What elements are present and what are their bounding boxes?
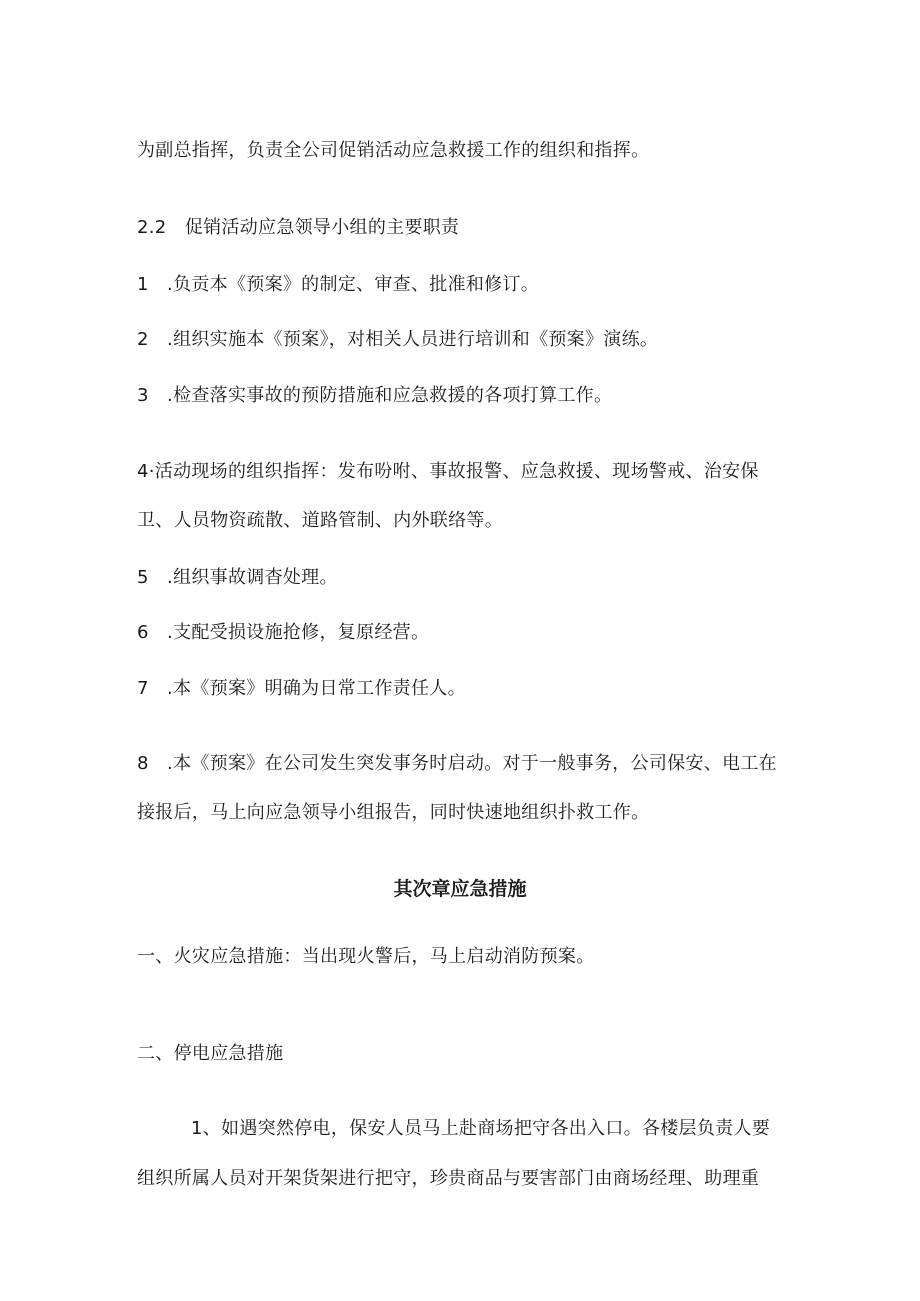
list-item: 5 .组织事故调杳处理。: [137, 567, 338, 588]
list-item: 7 .本《预案》明确为日常工作责任人。: [137, 678, 466, 699]
list-item-continued: 接报后，马上向应急领导小组报告，同时快速地组织扑救工作。: [137, 802, 650, 823]
section-item: 二、停电应急措施: [137, 1043, 284, 1064]
list-item: 3 .检查落实事故的预防措施和应急救援的各项打算工作。: [137, 385, 613, 406]
list-item: 6 .支配受损设施抢修，复原经营。: [137, 622, 430, 643]
list-item: 8 .本《预案》在公司发生突发事务时启动。对于一般事务，公司保安、电工在: [137, 753, 777, 774]
paragraph-line: 1、如遇突然停电，保安人员马上赴商场把守各出入口。各楼层负责人要: [191, 1118, 771, 1139]
list-item-continued: 卫、人员物资疏散、道路管制、内外联络等。: [137, 510, 503, 531]
list-item: 1 .负贡本《预案》的制定、审查、批准和修订。: [137, 274, 540, 295]
paragraph-line: 为副总指挥，负责全公司促销活动应急救援工作的组织和指挥。: [137, 140, 650, 161]
chapter-heading: 其次章应急措施: [393, 878, 527, 900]
paragraph-line: 组织所属人员对开架货架进行把守，珍贵商品与要害部门由商场经理、助理重: [137, 1168, 760, 1189]
section-heading: 2.2 促销活动应急领导小组的主要职责: [137, 217, 460, 238]
list-item: 2 .组织实施本《预案》，对相关人员进行培训和《预案》演练。: [137, 329, 659, 350]
section-item: 一、火灾应急措施：当出现火警后，马上启动消防预案。: [137, 946, 595, 967]
list-item: 4·活动现场的组织指挥：发布吩咐、事故报警、应急救援、现场警戒、治安保: [137, 461, 759, 482]
